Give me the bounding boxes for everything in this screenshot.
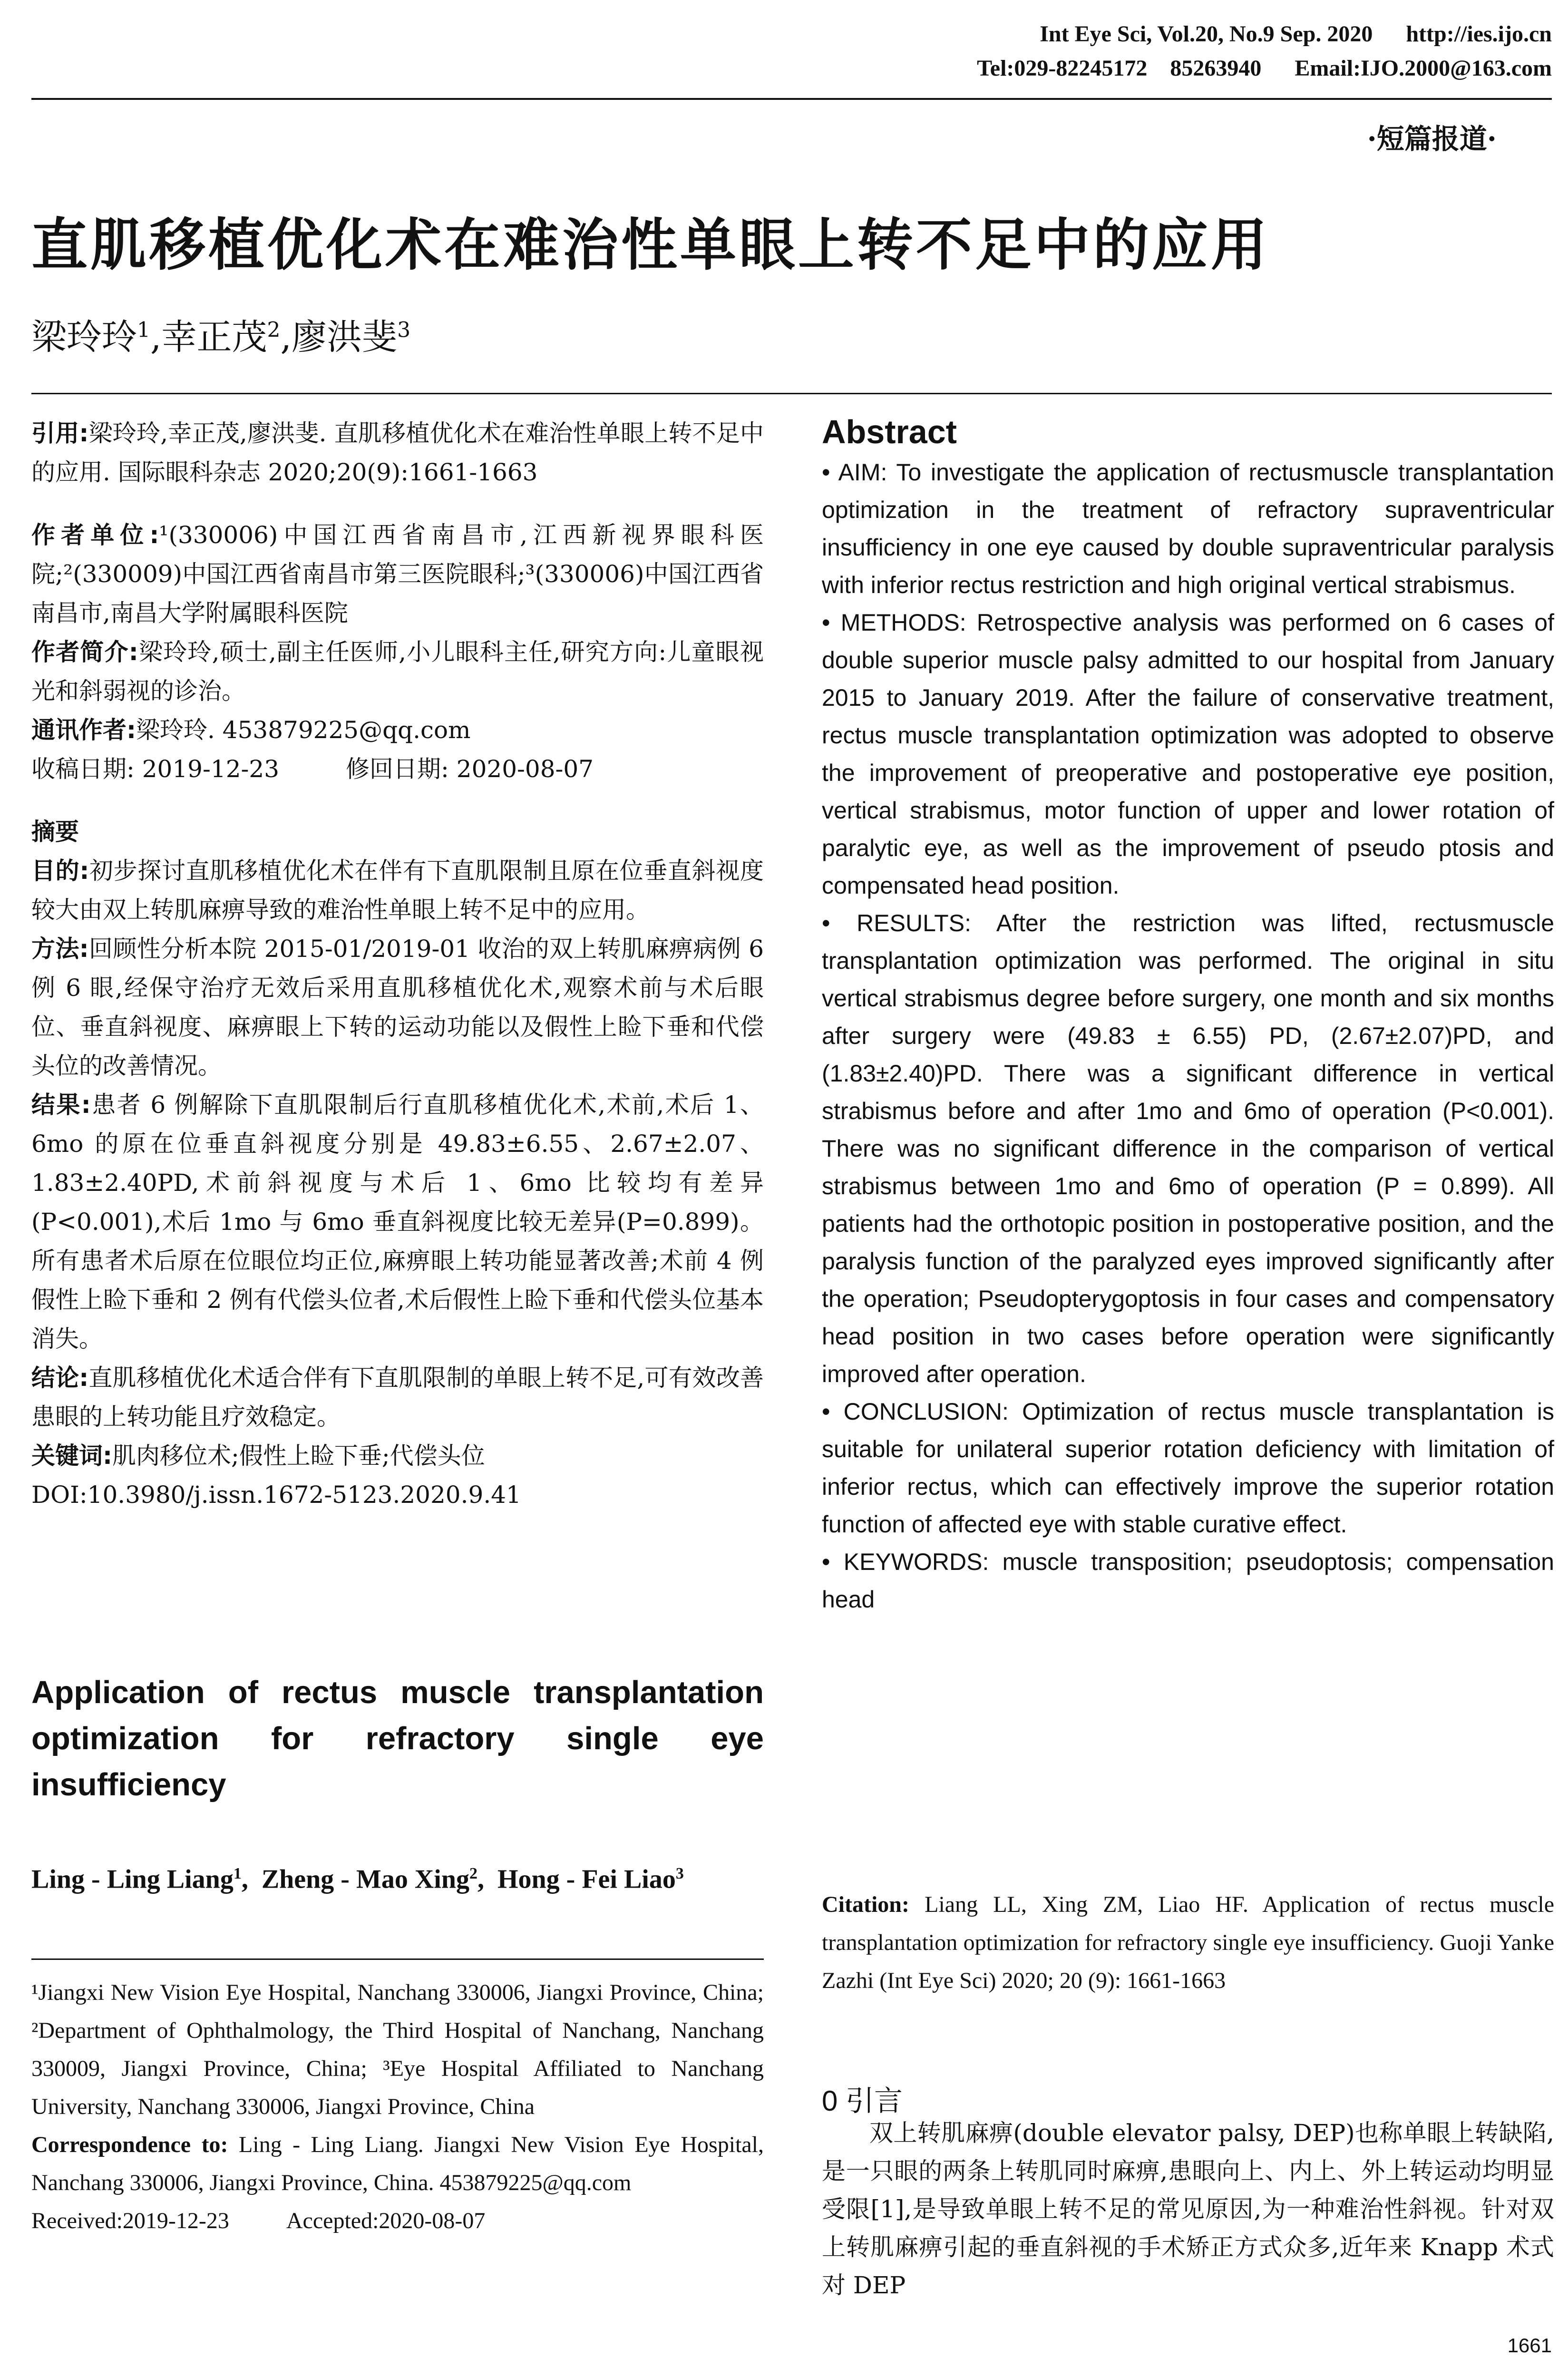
results-cn: 结果:患者 6 例解除下直肌限制后行直肌移植优化术,术前,术后 1、6mo 的原在位垂直斜视度分别是 49.83±6.55、2.67±2.07、1.83±2.40PD,术前斜视度与术后 1、6mo 比较均有差异(P<0.001),术后 1mo 与 6mo 垂直斜视度比较无差异(P=0.899)。所有患者术后原在位眼位均正位,麻痹眼上转功能显著改善;术前 4 例假性上睑下垂和 2 例有代偿头位者,术后假性上睑下垂和代偿头位基本消失。 — [31, 1091, 764, 1353]
conclusion-cn: 结论:直肌移植优化术适合伴有下直肌限制的单眼上转不足,可有效改善患眼的上转功能且疗效稳定。 — [31, 1364, 764, 1431]
author-affil-mark: 3 — [397, 318, 411, 342]
conclusion-en: • CONCLUSION: Optimization of rectus muscle transplantation is suitable for unilateral superior rotation deficiency with limitation of inferior rectus, which can effectively improve the superior rotation function of affected eye with stable curative effect. — [822, 1398, 1554, 1538]
keywords-cn: 关键词:肌肉移位术;假性上睑下垂;代偿头位 — [31, 1442, 485, 1470]
english-title: Application of rectus muscle transplantation optimization for refractory single eye insufficiency — [31, 1675, 764, 1802]
author-affil-mark: 2 — [267, 318, 281, 342]
abstract-heading-cn: 摘要 — [31, 818, 79, 846]
methods-en: • METHODS: Retrospective analysis was performed on 6 cases of double superior muscle palsy admitted to our hospital from January 2015 to January 2019. After the failure of conservative treatment, rectus muscle transplantation optimization was adopted to observe the improvement of preoperative and postoperative eye position, vertical strabismus, motor function of upper and lower rotation of paralytic eye, as well as the improvement of pseudo ptosis and compensated head position. — [822, 609, 1554, 899]
corr-label: 通讯作者: — [31, 716, 136, 744]
aim-en: • AIM: To investigate the application of rectusmuscle transplantation optimization in the treatment of refractory supraventricular insufficiency in one eye caused by double supraventricular paralysis with inferior rectus restriction and high original vertical strabismus. — [822, 459, 1554, 598]
section-tag: ·短篇报道· — [1367, 123, 1497, 155]
author-affil-mark: 1 — [137, 318, 150, 342]
author-name: 幸正茂 — [161, 317, 267, 358]
authors-cn: 梁玲玲$^1$,幸正茂$^2$,廖洪斐$^3$ — [31, 317, 411, 358]
dates-en: Received:2019-12-23 Accepted:2020-08-07 — [31, 2208, 486, 2233]
running-header-line2 — [944, 53, 1552, 84]
affiliation-cn: 作者单位:¹(330006)中国江西省南昌市,江西新视界眼科医院;²(330009)中国江西省南昌市第三医院眼科;³(330006)中国江西省南昌市,南昌大学附属眼科医院 — [31, 521, 764, 627]
affiliation-cn-label: 作者单位: — [31, 521, 159, 549]
affiliation-rule — [31, 1958, 764, 1960]
english-affiliations — [31, 1974, 764, 2240]
corresponding-author-cn: 通讯作者:梁玲玲. 453879225@qq.com — [31, 716, 471, 744]
aim-cn: 目的:初步探讨直肌移植优化术在伴有下直肌限制且原在位垂直斜视度较大由双上转肌麻痹导致的难治性单眼上转不足中的应用。 — [31, 857, 764, 924]
citation-cn-label: 引用: — [31, 419, 89, 447]
keywords-en: • KEYWORDS: muscle transposition; pseudoptosis; compensation head — [822, 1549, 1554, 1613]
profile-label: 作者简介: — [31, 638, 138, 666]
intro-heading: 0 引言 — [822, 2085, 903, 2117]
doi: DOI:10.3980/j.issn.1672-5123.2020.9.41 — [31, 1481, 521, 1509]
citation-cn: 引用:梁玲玲,幸正茂,廖洪斐. 直肌移植优化术在难治性单眼上转不足中的应用. 国际眼科杂志 2020;20(9):1661-1663 — [31, 419, 764, 486]
journal-email: Email:IJO.2000@163.com — [1295, 56, 1552, 81]
author-profile-cn: 作者简介:梁玲玲,硕士,副主任医师,小儿眼科主任,研究方向:儿童眼视光和斜弱视的诊治。 — [31, 638, 764, 705]
correspondence-en: Correspondence to: Ling - Ling Liang. Jiangxi New Vision Eye Hospital, Nanchang 330006, Jiangxi Province, China. 453879225@qq.com — [31, 2132, 764, 2195]
citation-en: Citation: Liang LL, Xing ZM, Liao HF. Application of rectus muscle transplantation optimization for refractory single eye insufficiency. Guoji Yanke Zazhi (Int Eye Sci) 2020; 20 (9): 1661-1663 — [822, 1892, 1554, 1993]
abstract-heading-en: Abstract — [822, 413, 957, 450]
english-authors: Ling - Ling Liang$^1$, Zheng - Mao Xing$^2$, Hong - Fei Liao$^3$ — [31, 1864, 684, 1894]
affiliations-text: ¹Jiangxi New Vision Eye Hospital, Nanchang 330006, Jiangxi Province, China; ²Department of Ophthalmology, the Third Hospital of Nanchang, Nanchang 330009, Jiangxi Province, China; ³Eye Hospital Affiliated to Nanchang University, Nanchang 330006, Jiangxi Province, China — [31, 1980, 764, 2119]
header-rule — [31, 98, 1552, 100]
dates-cn: 收稿日期: 2019-12-23 修回日期: 2020-08-07 — [31, 755, 594, 783]
results-en: • RESULTS: After the restriction was lifted, rectusmuscle transplantation optimization was performed. The original in situ vertical strabismus degree before surgery, one month and six months after surgery were (49.83 ± 6.55) PD, (2.67±2.07)PD, and (1.83±2.40)PD. There was a significant difference in vertical strabismus before and after 1mo and 6mo of operation (P<0.001). There was no significant difference in the comparison of vertical strabismus between 1mo and 6mo of operation (P = 0.899). All patients had the orthotopic position in postoperative position, and the paralysis function of the paralyzed eyes improved significantly after the operation; Pseudopterygoptosis in four cases and compensatory head position in two cases before operation were significantly improved after operation. — [822, 910, 1554, 1387]
running-header-line1 — [1006, 19, 1552, 49]
journal-tel: Tel:029-82245172 85263940 — [977, 56, 1262, 81]
methods-cn: 方法:回顾性分析本院 2015-01/2019-01 收治的双上转肌麻痹病例 6 例 6 眼,经保守治疗无效后采用直肌移植优化术,观察术前与术后眼位、垂直斜视度、麻痹眼上下转的运动功能以及假性上睑下垂和代偿头位的改善情况。 — [31, 935, 764, 1080]
journal-info: Int Eye Sci, Vol.20, No.9 Sep. 2020 — [1040, 21, 1373, 47]
left-column-cn — [31, 414, 764, 1514]
page-title: 直肌移植优化术在难治性单眼上转不足中的应用 — [31, 212, 1270, 278]
author-name: 梁玲玲 — [31, 317, 137, 358]
intro-text: 双上转肌麻痹(double elevator palsy, DEP)也称单眼上转缺陷,是一只眼的两条上转肌同时麻痹,患眼向上、内上、外上转运动均明显受限[1],是导致单眼上转不足的常见原因,为一种难治性斜视。针对双上转肌麻痹引起的垂直斜视的手术矫正方式众多,近年来 Knapp 术式对 DEP — [822, 2119, 1554, 2299]
page-number: 1661 — [1507, 2334, 1552, 2357]
citation-en-label: Citation: — [822, 1892, 909, 1917]
english-abstract — [822, 413, 1554, 1618]
author-name: 廖洪斐 — [292, 317, 398, 358]
journal-url: http://ies.ijo.cn — [1406, 21, 1552, 47]
title-rule — [31, 393, 1552, 394]
